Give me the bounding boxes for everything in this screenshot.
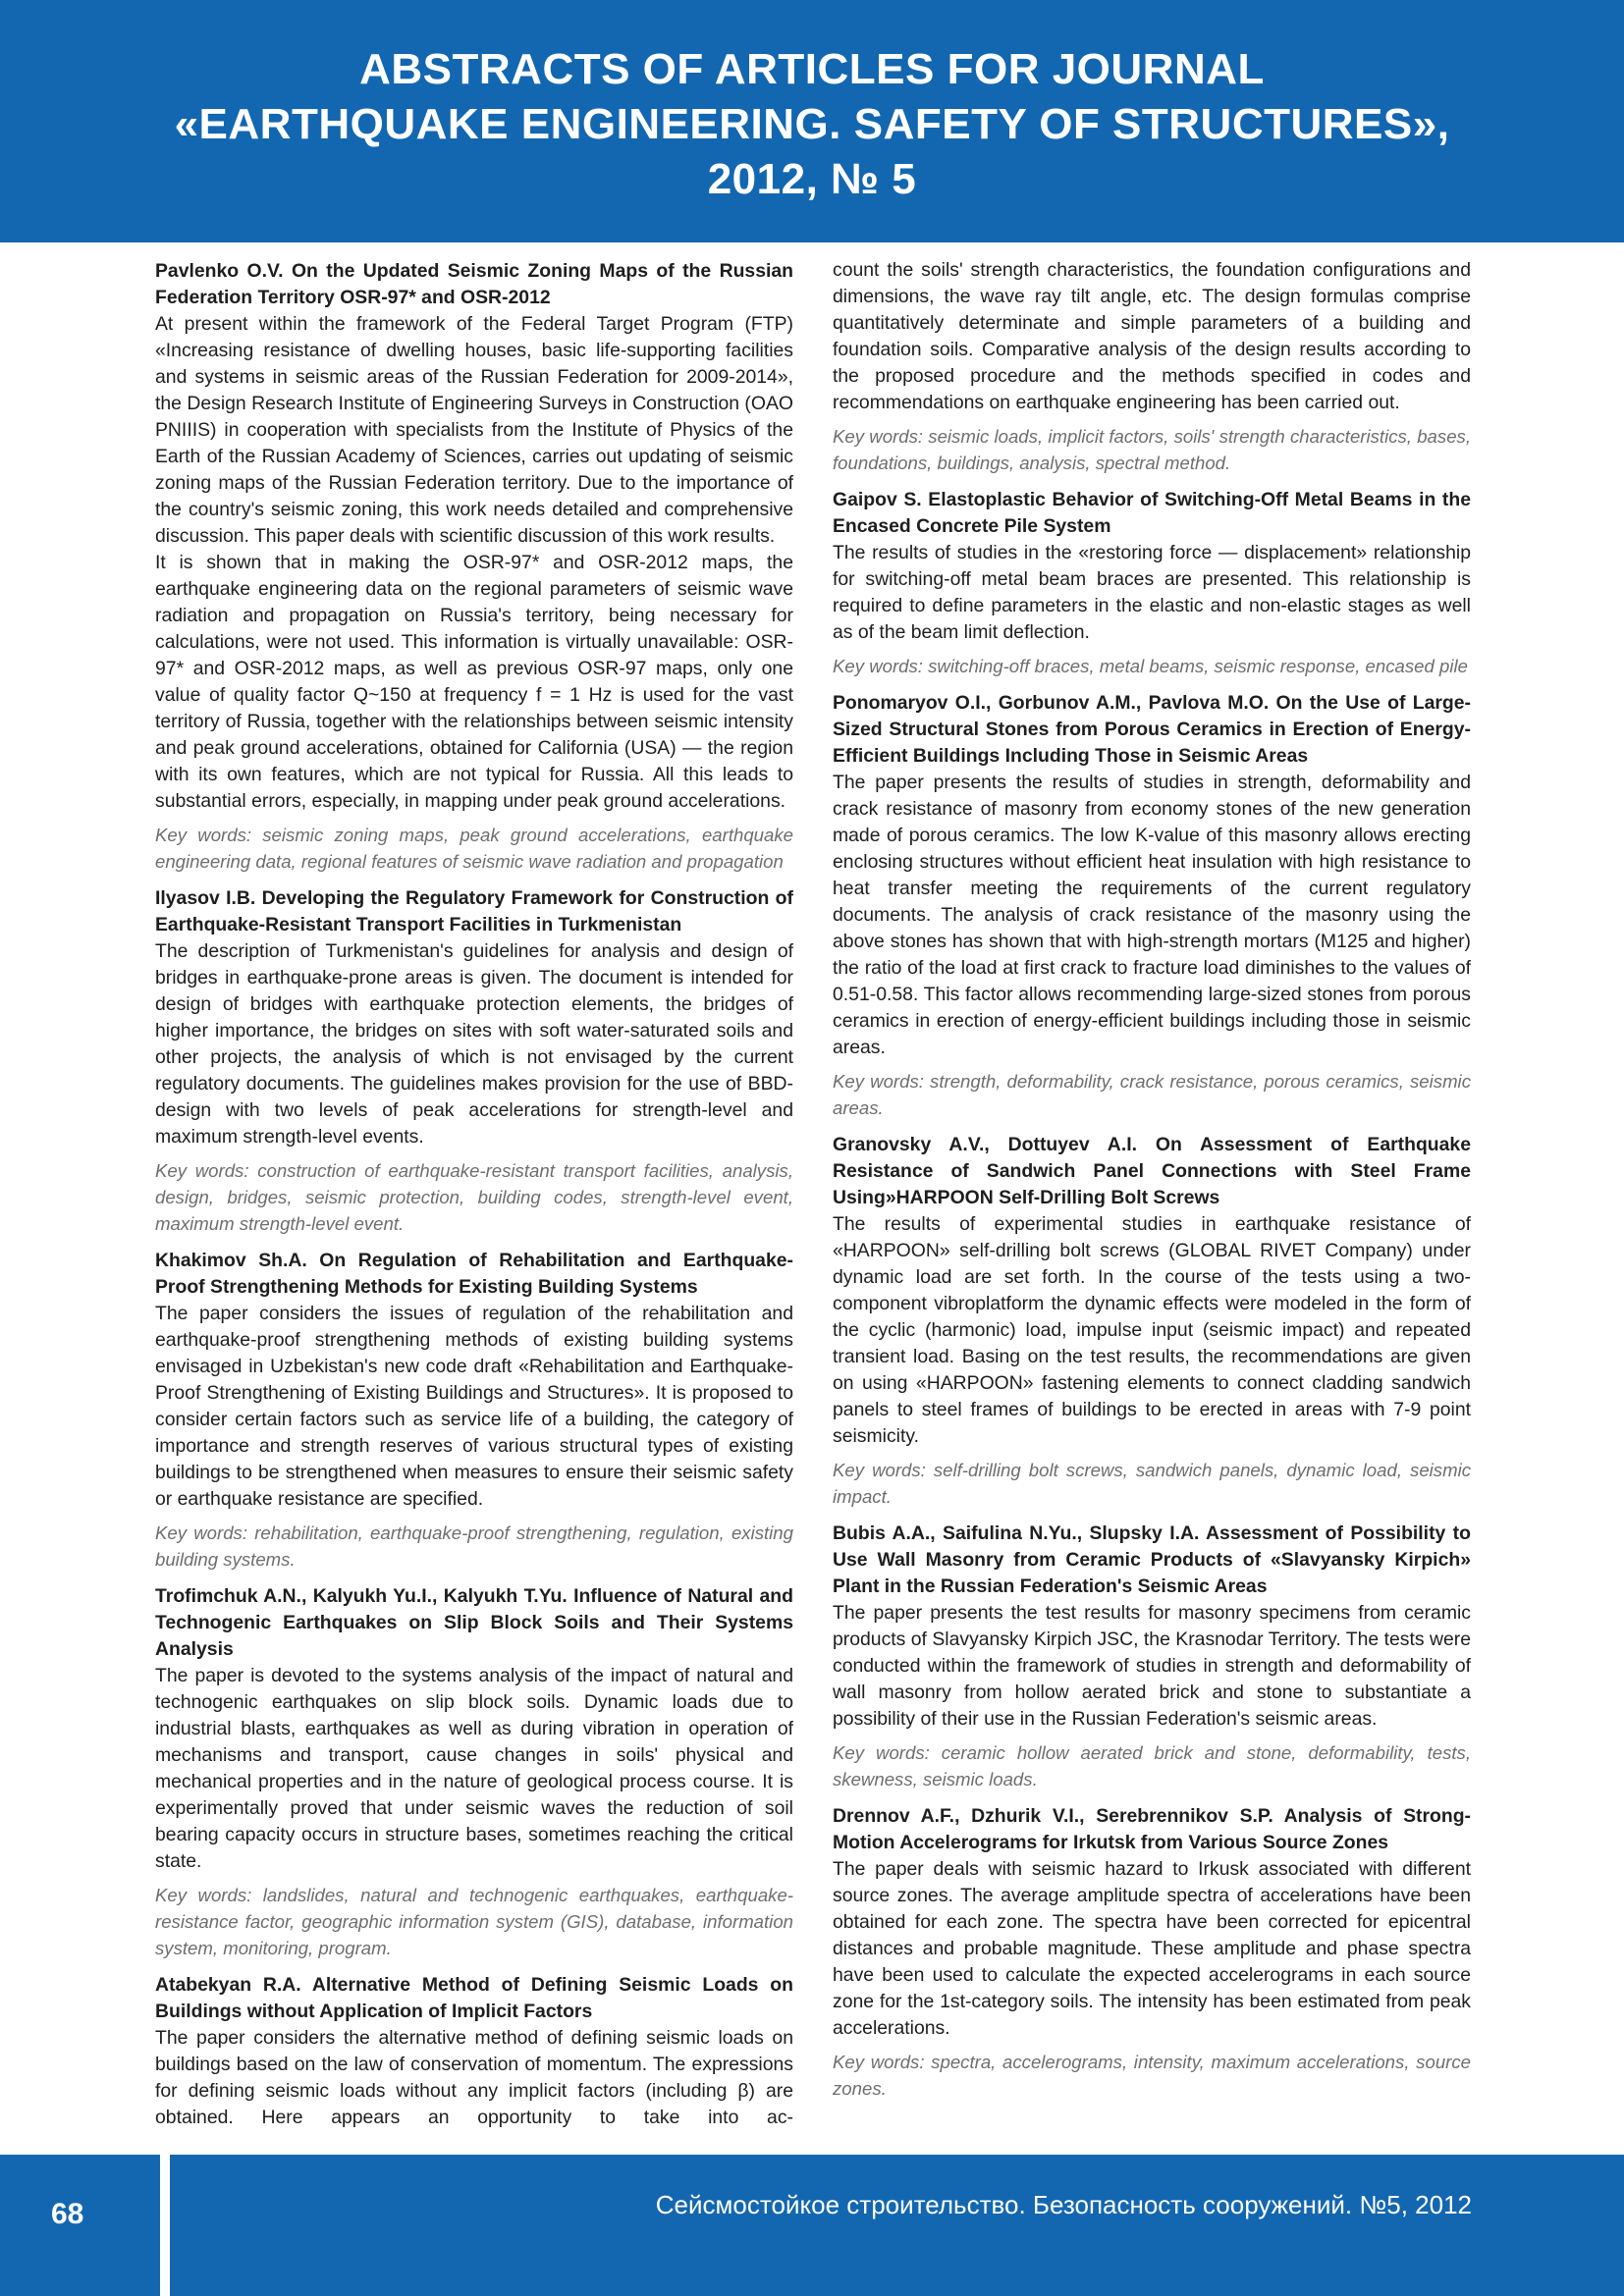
article-granovsky (833, 1132, 1471, 1510)
article-paragraph: At present within the framework of the Federal Target Program (FTP) «Increasing resistance of dwelling houses, basic life-supporting facilities and systems in seismic areas of the Russian Federation for 2009-2014», the Design Research Institute of Engineering Surveys in Construction (OAO PNIIIS) in cooperation with specialists from the Institute of Physics of the Earth of the Russian Academy of Sciences, carries out updating of seismic zoning maps of the Russian Federation territory. Due to the importance of the country's seismic zoning, this work needs detailed and comprehensive discussion. This paper deals with scientific discussion of this work results. (155, 313, 793, 547)
article-body (155, 1663, 793, 1875)
article-body (155, 1301, 793, 1513)
article-title: Pavlenko O.V. On the Updated Seismic Zoning Maps of the Russian Federation Territory OSR-97* and OSR-2012 (155, 260, 793, 308)
article-paragraph: The description of Turkmenistan's guidelines for analysis and design of bridges in earthquake-prone areas is given. The document is intended for design of bridges with earthquake protection elements, the bridges of higher importance, the bridges on sites with soft water-saturated soils and other projects, the analysis of which is not envisaged by the current regulatory documents. The guidelines makes provision for the use of BBD-design with two levels of peak accelerations for strength-level and maximum strength-level events. (155, 940, 793, 1148)
article-pavlenko (155, 258, 793, 875)
article-title: Ilyasov I.B. Developing the Regulatory Framework for Construction of Earthquake-Resistant Transport Facilities in Turkmenistan (155, 887, 793, 935)
right-column (833, 257, 1471, 2112)
article-keywords: Key words: strength, deformability, crack resistance, porous ceramics, seismic areas. (833, 1071, 1471, 1118)
journal-name: Сейсмостойкое строительство. Безопасность сооружений. №5, 2012 (655, 2190, 1472, 2219)
article-keywords: Key words: rehabilitation, earthquake-proof strengthening, regulation, existing building systems. (155, 1522, 793, 1570)
footer-divider (160, 2155, 170, 2296)
article-body (833, 540, 1471, 646)
article-keywords: Key words: switching-off braces, metal beams, seismic response, encased pile (833, 656, 1468, 676)
article-paragraph: The paper considers the alternative method of defining seismic loads on buildings based on the law of conservation of momentum. The expressions for defining seismic loads without any implicit factors (including β) are obtained. Here appears an opportunity to take into ac- (155, 2027, 793, 2128)
article-body (833, 770, 1471, 1061)
article-body (155, 2025, 793, 2131)
article-title: Granovsky A.V., Dottuyev A.I. On Assessment of Earthquake Resistance of Sandwich Panel Connections with Steel Frame Using»HARPOON Self-Drilling Bolt Screws (833, 1134, 1471, 1208)
article-paragraph: The paper considers the issues of regulation of the rehabilitation and earthquake-proof strengthening methods of existing building systems envisaged in Uzbekistan's new code draft «Rehabilitation and Earthquake-Proof Strengthening of Existing Buildings and Structures». It is proposed to consider certain factors such as service life of a building, the category of importance and strength reserves of various structural types of existing buildings to be strengthened when measures to ensure their seismic safety or earthquake resistance are specified. (155, 1303, 793, 1510)
article-khakimov (155, 1248, 793, 1573)
article-atabekyan (155, 1972, 793, 2131)
article-atabekyan-continued (833, 257, 1471, 476)
header-title-line-3: 2012, № 5 (707, 154, 917, 203)
article-keywords: Key words: construction of earthquake-resistant transport facilities, analysis, design, bridges, seismic protection, building codes, strength-level event, maximum strength-level event. (155, 1160, 793, 1234)
page-header (0, 0, 1624, 242)
article-ilyasov (155, 885, 793, 1237)
article-title: Gaipov S. Elastoplastic Behavior of Switching-Off Metal Beams in the Encased Concrete Pile System (833, 489, 1471, 537)
article-body (155, 938, 793, 1150)
article-title: Ponomaryov O.I., Gorbunov A.M., Pavlova M.O. On the Use of Large-Sized Structural Stones from Porous Ceramics in Erection of Energy-Efficient Buildings Including Those in Seismic Areas (833, 692, 1471, 767)
article-title: Atabekyan R.A. Alternative Method of Defining Seismic Loads on Buildings without Application of Implicit Factors (155, 1974, 793, 2022)
article-body (833, 1211, 1471, 1450)
article-bubis (833, 1521, 1471, 1792)
article-paragraph: The paper presents the test results for masonry specimens from ceramic products of Slavyansky Kirpich JSC, the Krasnodar Territory. The tests were conducted within the framework of studies in strength and deformability of wall masonry from hollow aerated brick and stone to substantiate a possibility of their use in the Russian Federation's seismic areas. (833, 1602, 1471, 1730)
article-title: Bubis A.A., Saifulina N.Yu., Slupsky I.A. Assessment of Possibility to Use Wall Masonry from Ceramic Products of «Slavyansky Kirpich» Plant in the Russian Federation's Seismic Areas (833, 1522, 1471, 1597)
article-title: Drennov A.F., Dzhurik V.I., Serebrennikov S.P. Analysis of Strong-Motion Accelerograms for Irkutsk from Various Source Zones (833, 1805, 1471, 1853)
article-body (155, 311, 793, 815)
article-paragraph: The paper is devoted to the systems analysis of the impact of natural and technogenic earthquakes on slip block soils. Dynamic loads due to industrial blasts, earthquakes as well as during vibration in operation of mechanisms and transport, cause changes in soils' physical and mechanical properties and in the nature of geological process course. It is experimentally proved that under seismic waves the reduction of soil bearing capacity occurs in structure bases, sometimes reaching the critical state. (155, 1665, 793, 1872)
article-paragraph: It is shown that in making the OSR-97* and OSR-2012 maps, the earthquake engineering data on the regional parameters of seismic wave radiation and propagation on Russia's territory, being necessary for calculations, were not used. This information is virtually unavailable: OSR-97* and OSR-2012 maps, as well as previous OSR-97 maps, only one value of quality factor Q~150 at frequency f = 1 Hz is used for the vast territory of Russia, together with the relationships between seismic intensity and peak ground accelerations, obtained for California (USA) — the region with its own features, which are not typical for Russia. All this leads to substantial errors, especially, in mapping under peak ground accelerations. (155, 552, 793, 812)
article-gaipov (833, 487, 1471, 679)
article-body (833, 1600, 1471, 1733)
article-keywords: Key words: self-drilling bolt screws, sandwich panels, dynamic load, seismic impact. (833, 1460, 1471, 1507)
article-body (833, 1856, 1471, 2042)
article-trofimchuk (155, 1583, 793, 1961)
header-title-line-1: ABSTRACTS OF ARTICLES FOR JOURNAL (359, 44, 1265, 93)
header-title-line-2: «EARTHQUAKE ENGINEERING. SAFETY OF STRUCTURES», (174, 99, 1450, 148)
article-paragraph: count the soils' strength characteristics, the foundation configurations and dimensions, the wave ray tilt angle, etc. The design formulas comprise quantitatively determinate and simple parameters of a building and foundation soils. Comparative analysis of the design results according to the proposed procedure and the methods specified in codes and recommendations on earthquake engineering has been carried out. (833, 259, 1471, 413)
article-keywords: Key words: landslides, natural and technogenic earthquakes, earthquake-resistance factor, geographic information system (GIS), database, information system, monitoring, program. (155, 1885, 793, 1958)
article-paragraph: The results of experimental studies in earthquake resistance of «HARPOON» self-drilling bolt screws (GLOBAL RIVET Company) under dynamic load are set forth. In the course of the tests using a two-component vibroplatform the dynamic effects were modeled in the form of the cyclic (harmonic) load, impulse input (seismic impact) and repeated transient load. Basing on the test results, the recommendations are given on using «HARPOON» fastening elements to connect cladding sandwich panels to steel frames of buildings to be erected in areas with 7-9 point seismicity. (833, 1213, 1471, 1447)
article-title: Khakimov Sh.A. On Regulation of Rehabilitation and Earthquake-Proof Strengthening Methods for Existing Building Systems (155, 1250, 793, 1298)
article-keywords: Key words: seismic loads, implicit factors, soils' strength characteristics, bases, foundations, buildings, analysis, spectral method. (833, 426, 1471, 473)
article-keywords: Key words: ceramic hollow aerated brick and stone, deformability, tests, skewness, seismic loads. (833, 1742, 1471, 1789)
article-keywords: Key words: spectra, accelerograms, intensity, maximum accelerations, source zones. (833, 2052, 1471, 2099)
article-keywords: Key words: seismic zoning maps, peak ground accelerations, earthquake engineering data, regional features of seismic wave radiation and propagation (155, 825, 793, 872)
article-paragraph: The paper deals with seismic hazard to Irkusk associated with different source zones. The average amplitude spectra of accelerations have been obtained for each zone. The spectra have been corrected for epicentral distances and probable magnitude. These amplitude and phase spectra have been used to calculate the expected accelerograms in each source zone for the 1st-category soils. The intensity has been estimated from peak accelerations. (833, 1858, 1471, 2039)
article-body (833, 257, 1471, 416)
article-title: Trofimchuk A.N., Kalyukh Yu.I., Kalyukh T.Yu. Influence of Natural and Technogenic Earthquakes on Slip Block Soils and Their Systems Analysis (155, 1585, 793, 1660)
page-number: 68 (51, 2198, 84, 2230)
article-drennov (833, 1803, 1471, 2102)
left-column (155, 258, 793, 2142)
article-ponomaryov (833, 690, 1471, 1121)
page-footer (0, 2155, 1624, 2296)
article-paragraph: The results of studies in the «restoring force — displacement» relationship for switching-off metal beam braces are presented. This relationship is required to define parameters in the elastic and non-elastic stages as well as of the beam limit deflection. (833, 542, 1471, 643)
article-paragraph: The paper presents the results of studies in strength, deformability and crack resistance of masonry from economy stones of the new generation made of porous ceramics. The low K-value of this masonry allows erecting enclosing structures without efficient heat insulation with high resistance to heat transfer meeting the requirements of the current regulatory documents. The analysis of crack resistance of the masonry using the above stones has shown that with high-strength mortars (M125 and higher) the ratio of the load at first crack to fracture load diminishes to the values of 0.51-0.58. This factor allows recommending large-sized stones from porous ceramics in erection of energy-efficient buildings including those in seismic areas. (833, 772, 1471, 1058)
